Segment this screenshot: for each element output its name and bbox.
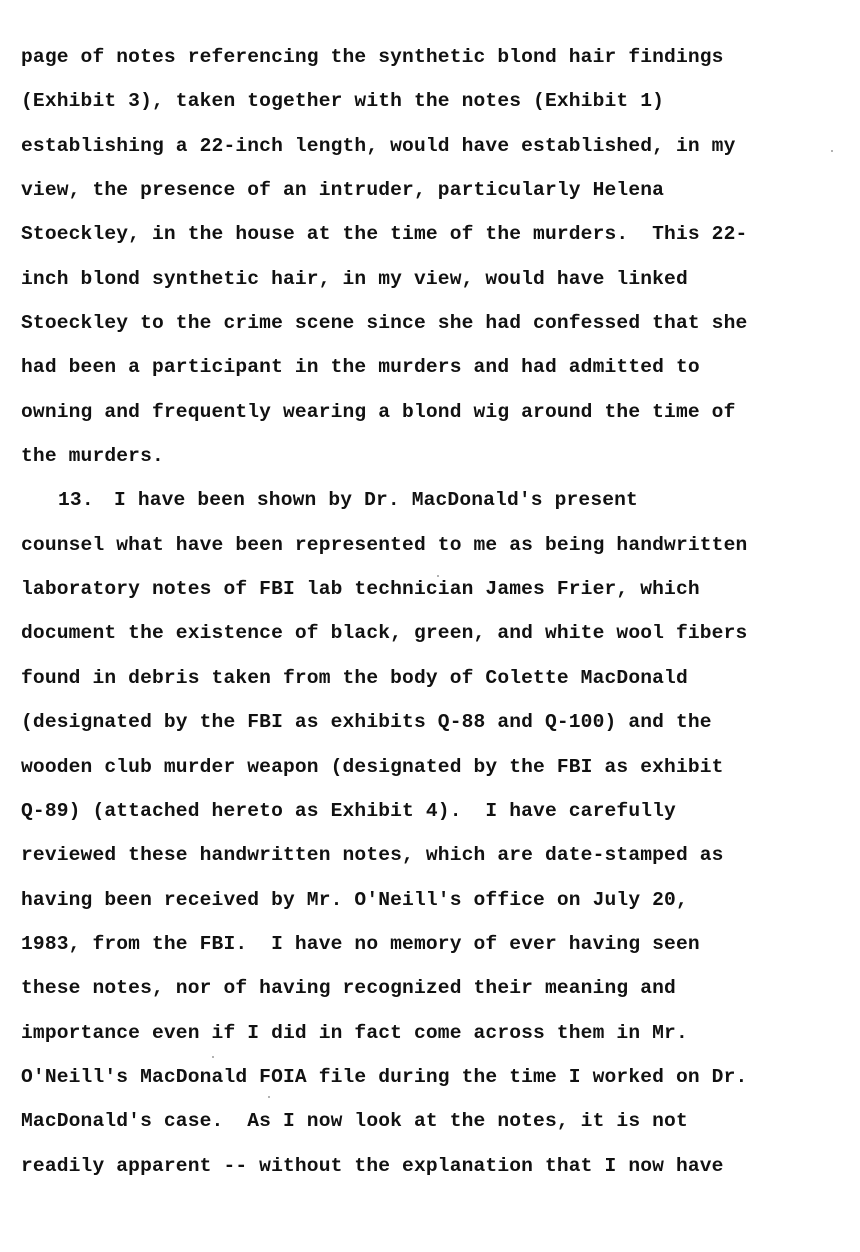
text-line: (Exhibit 3), taken together with the notes (Exhibit 1) — [21, 90, 665, 113]
text-line: wooden club murder weapon (designated by the FBI as exhibit — [21, 755, 724, 778]
text-line: page of notes referencing the synthetic blond hair findings — [21, 46, 724, 68]
text-line: had been a participant in the murders and had admitted to — [21, 356, 700, 379]
scan-speck — [437, 575, 439, 577]
text-line: laboratory notes of FBI lab technician James Frier, which — [21, 578, 700, 601]
document-body — [21, 42, 851, 1195]
text-line: I have been shown by Dr. MacDonald's present — [114, 489, 638, 512]
scan-speck — [268, 1096, 270, 1098]
text-line: Q-89) (attached hereto as Exhibit 4). I have carefully — [21, 799, 676, 822]
text-line: view, the presence of an intruder, particularly Helena — [21, 179, 665, 202]
text-line: owning and frequently wearing a blond wig around the time of — [21, 400, 736, 423]
text-line: counsel what have been represented to me as being handwritten — [21, 533, 748, 556]
text-line: 1983, from the FBI. I have no memory of ever having seen — [21, 932, 700, 955]
scan-speck — [831, 150, 833, 152]
text-line: reviewed these handwritten notes, which are date-stamped as — [21, 844, 724, 867]
text-line: readily apparent -- without the explanation that I now have — [21, 1154, 724, 1177]
text-line: inch blond synthetic hair, in my view, would have linked — [21, 267, 688, 290]
text-line: document the existence of black, green, and white wool fibers — [21, 622, 748, 645]
paragraph-13-first-line — [21, 485, 851, 529]
text-line: Stoeckley, in the house at the time of the murders. This 22- — [21, 223, 748, 246]
text-line: establishing a 22-inch length, would have established, in my — [21, 134, 736, 157]
text-line: O'Neill's MacDonald FOIA file during the time I worked on Dr. — [21, 1065, 748, 1088]
scan-speck — [212, 1056, 214, 1058]
text-line: (designated by the FBI as exhibits Q-88 and Q-100) and the — [21, 711, 712, 734]
text-line: found in debris taken from the body of Colette MacDonald — [21, 666, 688, 689]
text-line: Stoeckley to the crime scene since she had confessed that she — [21, 312, 748, 335]
paragraph-number: 13. — [58, 489, 94, 512]
text-line: importance even if I did in fact come across them in Mr. — [21, 1021, 688, 1044]
text-line: these notes, nor of having recognized their meaning and — [21, 977, 676, 1000]
text-line: MacDonald's case. As I now look at the notes, it is not — [21, 1110, 688, 1133]
text-line: having been received by Mr. O'Neill's office on July 20, — [21, 888, 688, 911]
text-line: the murders. — [21, 445, 164, 468]
